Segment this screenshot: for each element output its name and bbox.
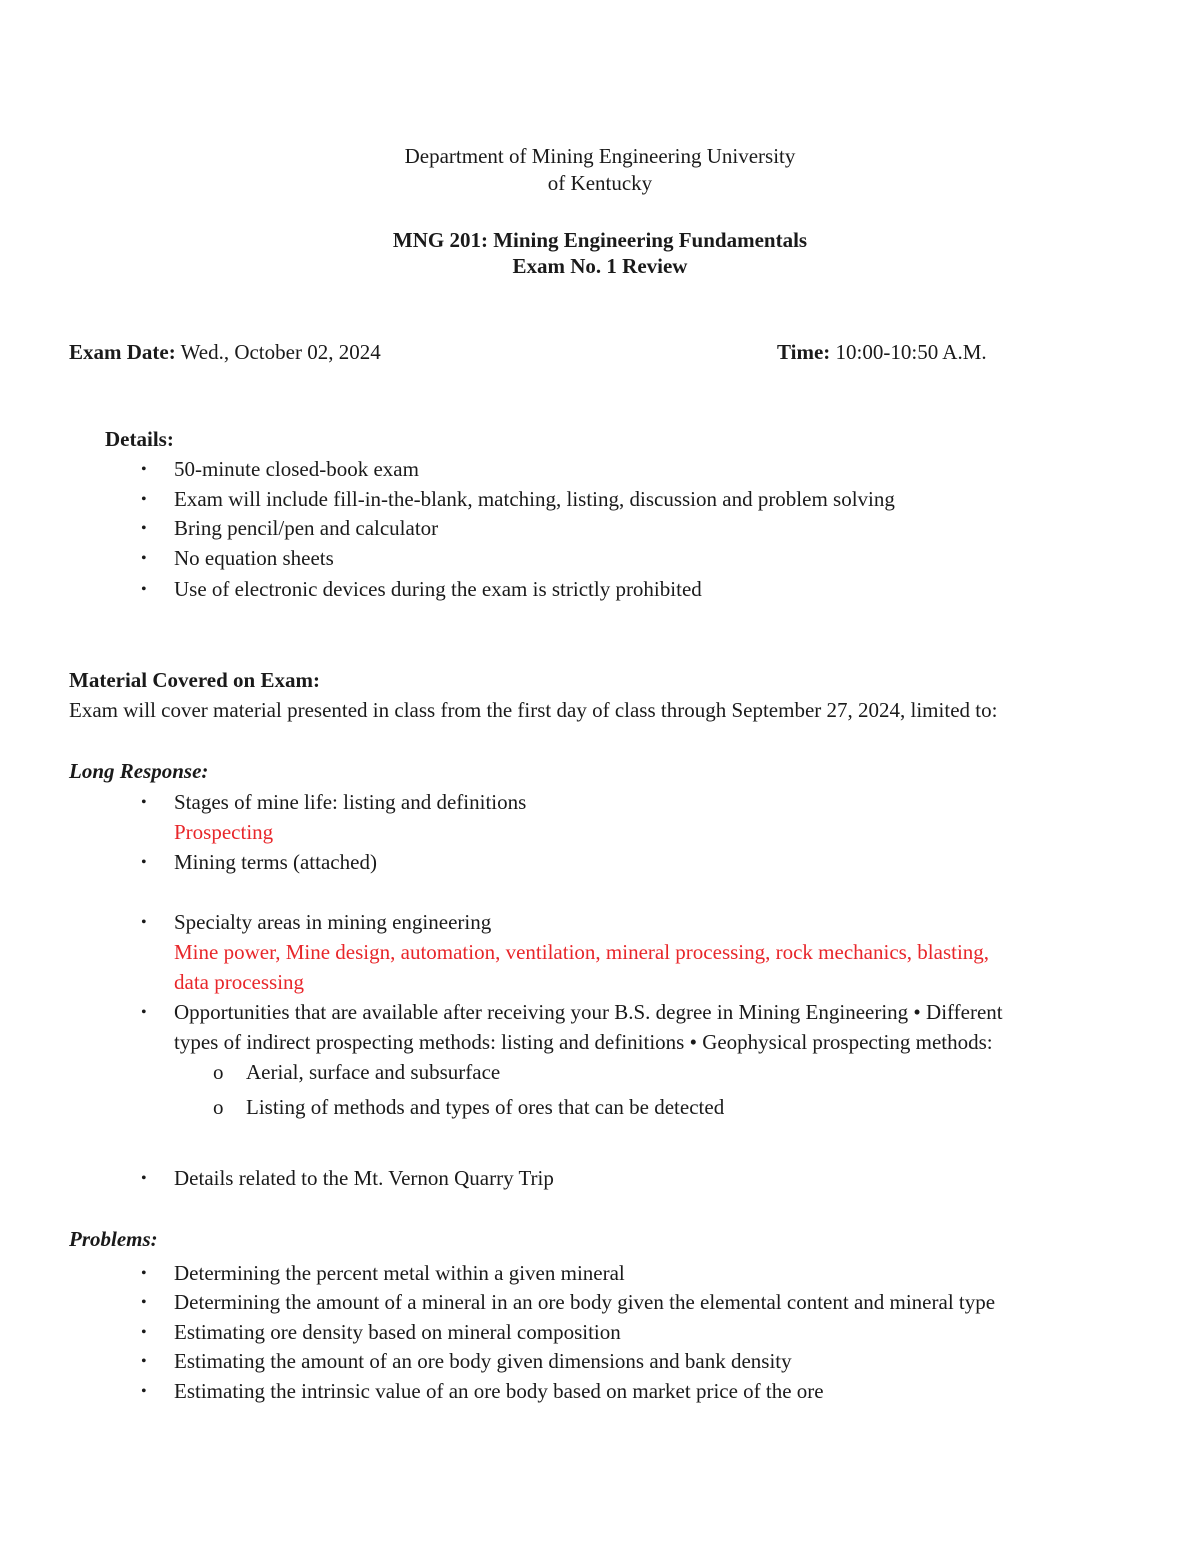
bullet-icon: • <box>141 854 147 871</box>
list-item: Details related to the Mt. Vernon Quarry Trip <box>174 1166 554 1190</box>
sub-bullet-icon: o <box>213 1095 224 1119</box>
list-item: 50-minute closed-book exam <box>174 457 419 481</box>
list-item: Mining terms (attached) <box>174 850 377 874</box>
details-heading: Details: <box>105 427 174 451</box>
material-heading: Material Covered on Exam: <box>69 668 320 692</box>
department-line-2: of Kentucky <box>547 171 653 195</box>
bullet-icon: • <box>141 1170 147 1187</box>
course-title: MNG 201: Mining Engineering Fundamentals <box>392 228 808 252</box>
bullet-icon: • <box>141 581 147 598</box>
exam-time-value: 10:00-10:50 A.M. <box>830 340 987 364</box>
bullet-icon: • <box>141 461 147 478</box>
list-item: No equation sheets <box>174 546 334 570</box>
bullet-icon: • <box>141 550 147 567</box>
bullet-icon: • <box>141 520 147 537</box>
list-item-note: Prospecting <box>174 820 274 844</box>
problems-heading: Problems: <box>69 1227 158 1251</box>
department-line-1: Department of Mining Engineering University <box>404 144 796 168</box>
bullet-icon: • <box>141 1265 147 1282</box>
list-item-continuation: types of indirect prospecting methods: listing and definitions • Geophysical prospecting methods: <box>174 1030 993 1054</box>
bullet-icon: • <box>141 1353 147 1370</box>
exam-date <box>69 342 381 363</box>
bullet-icon: • <box>141 1324 147 1341</box>
list-item: Opportunities that are available after receiving your B.S. degree in Mining Engineering • Different <box>174 1000 1003 1024</box>
material-intro: Exam will cover material presented in class from the first day of class through September 27, 2024, limited to: <box>69 698 998 722</box>
list-item: Bring pencil/pen and calculator <box>174 516 439 540</box>
bullet-icon: • <box>141 1294 147 1311</box>
exam-title: Exam No. 1 Review <box>512 254 688 278</box>
list-item: Stages of mine life: listing and definitions <box>174 790 527 814</box>
exam-date-label: Exam Date: <box>69 340 176 364</box>
sub-bullet-icon: o <box>213 1060 224 1084</box>
bullet-icon: • <box>141 491 147 508</box>
list-item-note: Mine power, Mine design, automation, ventilation, mineral processing, rock mechanics, blasting, <box>174 940 990 964</box>
list-item: Estimating the intrinsic value of an ore body based on market price of the ore <box>174 1379 824 1403</box>
exam-date-value: Wed., October 02, 2024 <box>175 340 381 364</box>
list-item: Specialty areas in mining engineering <box>174 910 492 934</box>
list-item-note: data processing <box>174 970 305 994</box>
exam-time <box>777 342 987 363</box>
list-item: Use of electronic devices during the exam is strictly prohibited <box>174 577 702 601</box>
list-item: Determining the percent metal within a given mineral <box>174 1261 625 1285</box>
list-item: Estimating the amount of an ore body given dimensions and bank density <box>174 1349 792 1373</box>
bullet-icon: • <box>141 1004 147 1021</box>
bullet-icon: • <box>141 914 147 931</box>
bullet-icon: • <box>141 794 147 811</box>
exam-time-label: Time: <box>777 340 831 364</box>
list-item: Estimating ore density based on mineral composition <box>174 1320 621 1344</box>
list-item: Exam will include fill-in-the-blank, matching, listing, discussion and problem solving <box>174 487 895 511</box>
list-item: Determining the amount of a mineral in an ore body given the elemental content and mineral type <box>174 1290 996 1314</box>
sub-list-item: Aerial, surface and subsurface <box>246 1060 501 1084</box>
sub-list-item: Listing of methods and types of ores that can be detected <box>246 1095 725 1119</box>
bullet-icon: • <box>141 1383 147 1400</box>
long-response-heading: Long Response: <box>69 759 209 783</box>
